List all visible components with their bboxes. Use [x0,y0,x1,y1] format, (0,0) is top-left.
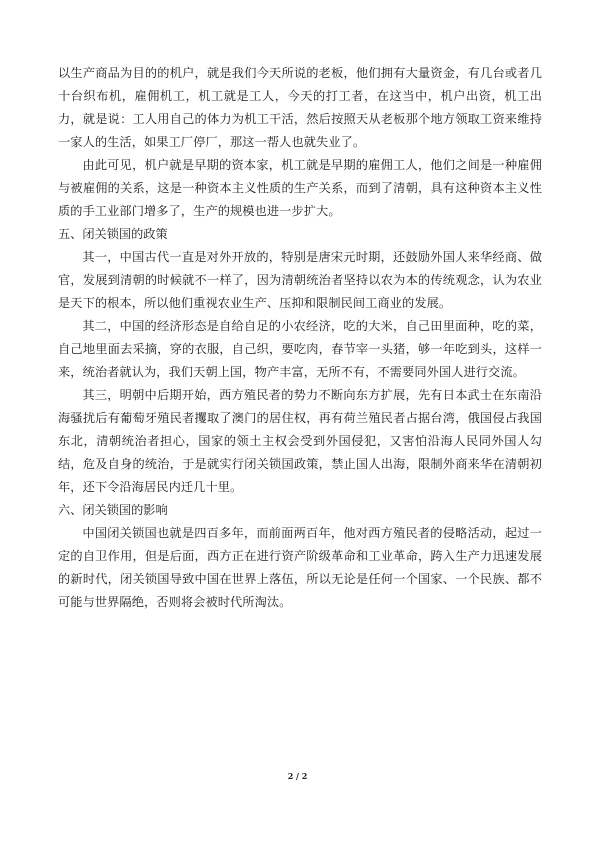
paragraph-reason-two: 其二，中国的经济形态是自给自足的小农经济，吃的大米，自己田里面种，吃的菜，自己地里面去采摘，穿的衣服，自己织，要吃肉，春节宰一头猪，够一年吃到头，这样一来，统治者就认为，我们天朝上国，物产丰富，无所不有，不需要同外国人进行交流。 [58,319,542,379]
paragraph-capitalist-relations: 由此可见，机户就是早期的资本家，机工就是早期的雇佣工人，他们之间是一种雇佣与被雇佣的关系，这是一种资本主义性质的生产关系，而到了清朝，具有这种资本主义性质的手工业部门增多了，生产的规模也进一步扩大。 [58,158,542,218]
document-body [58,62,542,614]
section-heading-closed-door-impact: 六、闭关锁国的影响 [58,503,168,517]
paragraph-impact: 中国闭关锁国也就是四百多年，而前面两百年，他对西方殖民者的侵略活动，起过一定的自卫作用，但是后面，西方正在进行资产阶级革命和工业革命，跨入生产力迅速发展的新时代，闭关锁国导致中国在世界上落伍，所以无论是任何一个国家、一个民族、都不可能与世界隔绝，否则将会被时代所淘汰。 [58,526,542,609]
paragraph-reason-one: 其一，中国古代一直是对外开放的，特别是唐宋元时期，还鼓励外国人来华经商、做官，发展到清朝的时候就不一样了，因为清朝统治者坚持以农为本的传统观念，认为农业是天下的根本，所以他们重视农业生产、压抑和限制民间工商业的发展。 [58,250,542,310]
section-heading-closed-door-policy: 五、闭关锁国的政策 [58,227,168,241]
paragraph-machine-households: 以生产商品为目的的机户，就是我们今天所说的老板，他们拥有大量资金，有几台或者几十台织布机，雇佣机工，机工就是工人，今天的打工者，在这当中，机户出资，机工出力，就是说：工人用自己的体力为机工干活，然后按照天从老板那个地方领取工资来维持一家人的生活，如果工厂停厂，那这一帮人也就失业了。 [58,66,542,149]
page-number: 2 / 2 [287,771,308,781]
paragraph-reason-three: 其三，明朝中后期开始，西方殖民者的势力不断向东方扩展，先有日本武士在东南沿海骚扰后有葡萄牙殖民者攫取了澳门的居住权，再有荷兰殖民者占据台湾，俄国侵占我国东北，清朝统治者担心，国家的领土主权会受到外国侵犯，又害怕沿海人民同外国人勾结，危及自身的统治，于是就实行闭关锁国政策，禁止国人出海，限制外商来华在清朝初年，还下令沿海居民内迁几十里。 [58,388,542,494]
